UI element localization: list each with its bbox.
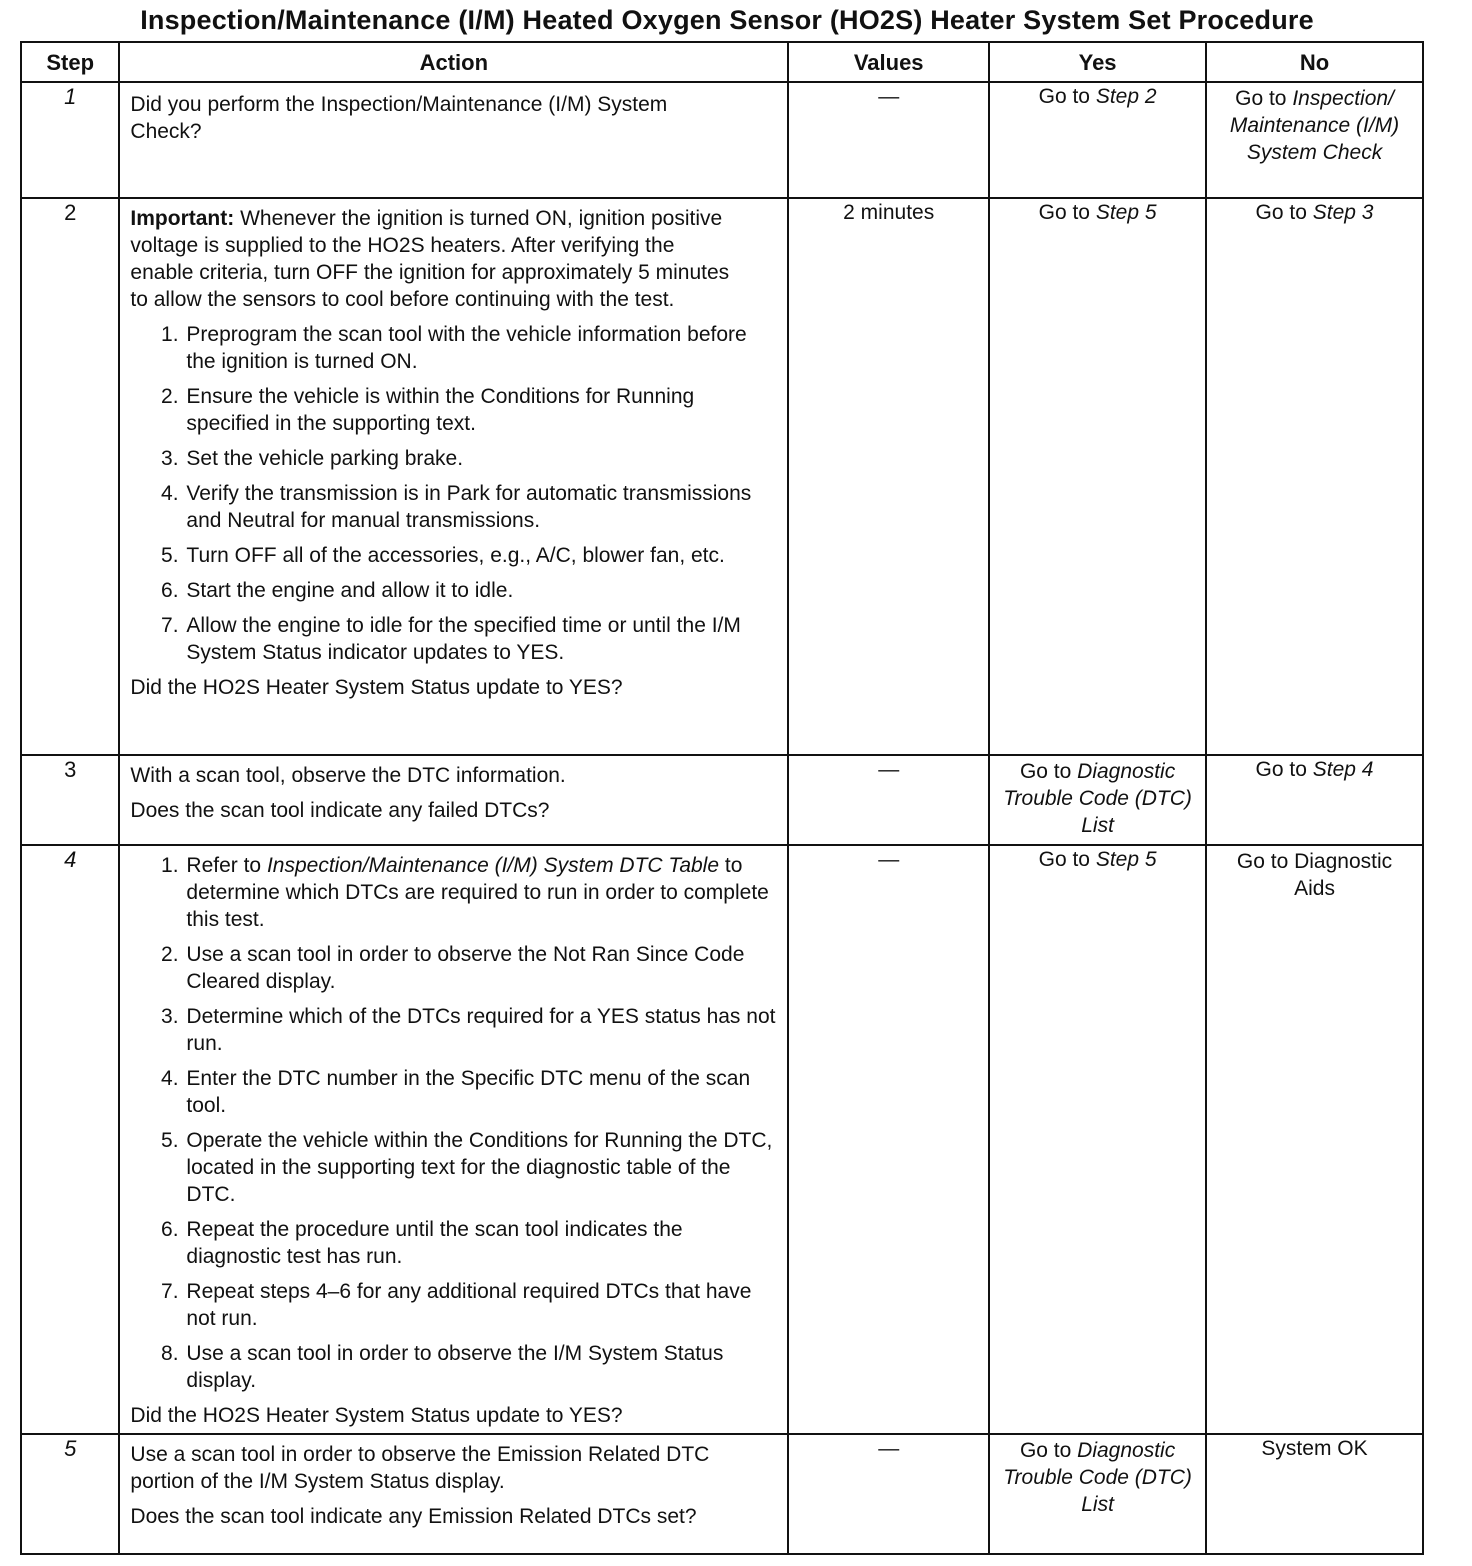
no-cell [1206,1434,1423,1554]
list-item: 3. Set the vehicle parking brake. [184,445,779,472]
list-item: 3. Determine which of the DTCs required for a YES status has not run. [184,1003,779,1057]
action-cell [119,845,788,1434]
header-action: Action [119,42,788,82]
table-row [21,845,1423,1434]
list-item: 6. Start the engine and allow it to idle. [184,577,779,604]
yes-cell[interactable] [989,845,1206,1434]
no-cell[interactable] [1206,82,1423,198]
yes-target-link[interactable]: Diagnostic Trouble Code (DTC) List [1003,760,1192,837]
step-number: 2 [21,198,119,755]
no-prefix: Go to [1235,87,1287,110]
yes-cell[interactable] [989,1434,1206,1554]
table-row [21,82,1423,198]
values-cell: — [788,845,989,1434]
step-number: 4 [21,845,119,1434]
yes-target-link[interactable]: Step 5 [1095,201,1157,224]
action-text: With a scan tool, observe the DTC information. [130,764,566,787]
instruction-list [130,852,779,1394]
page-title: Inspection/Maintenance (I/M) Heated Oxygen Sensor (HO2S) Heater System Set Procedure [140,5,1314,35]
list-item: 4. Enter the DTC number in the Specific DTC menu of the scan tool. [184,1065,779,1119]
header-yes: Yes [989,42,1206,82]
action-text: Use a scan tool in order to observe the Emission Related DTC portion of the I/M System Status display. [130,1443,710,1493]
no-target-link[interactable]: Step 4 [1312,758,1374,781]
list-item: 2. Use a scan tool in order to observe the Not Ran Since Code Cleared display. [184,941,779,995]
procedure-table [20,41,1424,1555]
header-no: No [1206,42,1423,82]
action-cell [119,1434,788,1554]
yes-target-link[interactable]: Step 5 [1095,848,1157,871]
list-item: 5. Turn OFF all of the accessories, e.g., A/C, blower fan, etc. [184,542,779,569]
yes-cell[interactable] [989,82,1206,198]
yes-cell[interactable] [989,198,1206,755]
action-cell [119,198,788,755]
list-item: 1. Preprogram the scan tool with the vehicle information before the ignition is turned ON. [184,321,779,375]
list-item: 8. Use a scan tool in order to observe the I/M System Status display. [184,1340,779,1394]
table-row [21,1434,1423,1554]
yes-prefix: Go to [1038,848,1090,871]
action-cell [119,755,788,845]
action-cell [119,82,788,198]
result-text: System OK [1261,1437,1368,1460]
header-step: Step [21,42,119,82]
important-label: Important: [130,207,235,230]
step-number: 1 [21,82,119,198]
reference-link[interactable]: Inspection/Maintenance (I/M) System DTC Table [266,854,720,877]
yes-target-link[interactable]: Diagnostic Trouble Code (DTC) List [1003,1439,1192,1516]
values-cell: — [788,1434,989,1554]
action-question: Does the scan tool indicate any Emission Related DTCs set? [130,1505,697,1528]
no-target-link[interactable]: Step 3 [1312,201,1374,224]
yes-prefix: Go to [1038,201,1090,224]
list-item: 4. Verify the transmission is in Park for automatic transmissions and Neutral for manual transmissions. [184,480,779,534]
list-item: 2. Ensure the vehicle is within the Conditions for Running specified in the supporting text. [184,383,779,437]
list-item: 7. Allow the engine to idle for the specified time or until the I/M System Status indicator updates to YES. [184,612,779,666]
values-cell: — [788,82,989,198]
instruction-list [130,321,779,666]
yes-prefix: Go to [1019,1439,1072,1462]
yes-prefix: Go to [1019,760,1072,783]
step-number: 5 [21,1434,119,1554]
table-row [21,198,1423,755]
header-row [21,42,1423,82]
action-question: Does the scan tool indicate any failed DTCs? [130,799,550,822]
list-item: 7. Repeat steps 4–6 for any additional required DTCs that have not run. [184,1278,779,1332]
list-item: 1. Refer to Inspection/Maintenance (I/M) System DTC Table to determine which DTCs are required to run in order to complete this test. [184,852,779,933]
action-question: Did you perform the Inspection/Maintenance (I/M) System Check? [130,93,668,143]
no-prefix: Go to [1255,758,1307,781]
no-prefix: Go to [1255,201,1307,224]
header-values: Values [788,42,989,82]
important-text: Whenever the ignition is turned ON, ignition positive voltage is supplied to the HO2S heaters. After verifying the enable criteria, turn OFF the ignition for approximately 5 minutes to allow the sensors to cool before continuing with the test. [130,207,730,311]
no-cell[interactable] [1206,755,1423,845]
yes-cell[interactable] [989,755,1206,845]
values-cell: — [788,755,989,845]
yes-target-link[interactable]: Step 2 [1095,85,1157,108]
step-number: 3 [21,755,119,845]
list-item: 5. Operate the vehicle within the Conditions for Running the DTC, located in the supporting text for the diagnostic table of the DTC. [184,1127,779,1208]
no-cell[interactable] [1206,198,1423,755]
values-cell: 2 minutes [788,198,989,755]
no-target-link[interactable]: Go to Diagnostic Aids [1236,850,1393,900]
yes-prefix: Go to [1038,85,1090,108]
list-item: 6. Repeat the procedure until the scan tool indicates the diagnostic test has run. [184,1216,779,1270]
no-target-link[interactable]: Inspection/ Maintenance (I/M) System Check [1229,87,1400,164]
action-question: Did the HO2S Heater System Status update to YES? [130,1404,623,1427]
no-cell[interactable] [1206,845,1423,1434]
action-question: Did the HO2S Heater System Status update to YES? [130,676,623,699]
table-row [21,755,1423,845]
